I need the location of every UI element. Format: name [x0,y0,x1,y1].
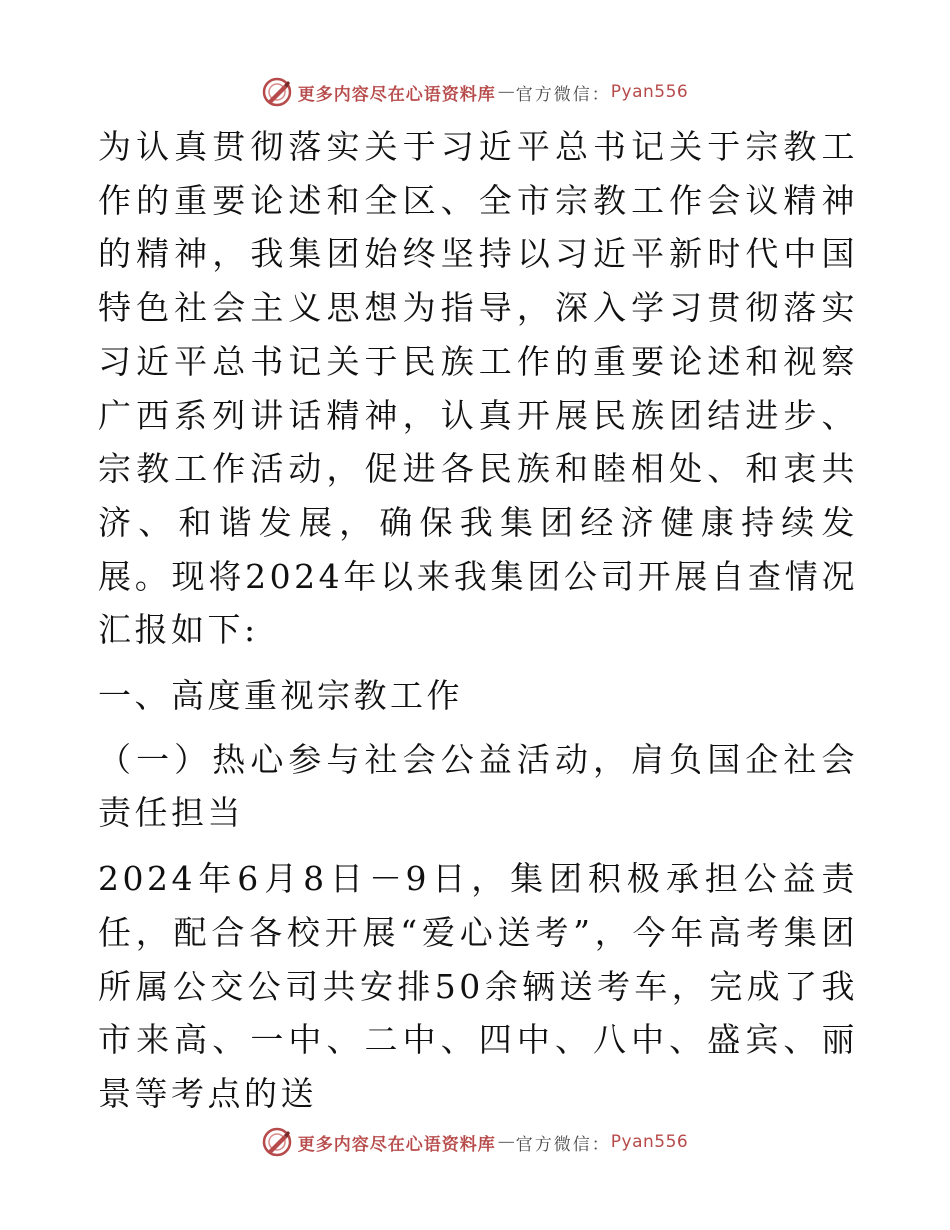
banner-wechat-id: Pyan556 [610,1132,689,1152]
footer-banner [0,1122,950,1162]
header-banner [0,72,950,112]
banner-wechat-id: Pyan556 [610,82,689,102]
pen-logo-icon [262,77,292,107]
banner-official-label: 官方微信： [515,84,611,105]
intro-paragraph: 为认真贯彻落实关于习近平总书记关于宗教工作的重要论述和全区、全市宗教工作会议精神的精神，我集团始终坚持以习近平新时代中国特色社会主义思想为指导，深入学习贯彻落实习近平总书记关于民族工作的重要论述和视察广西系列讲话精神，认真开展民族团结进步、宗教工作活动，促进各民族和睦相处、和衷共济、和谐发展，确保我集团经济健康持续发展。现将2024年以来我集团公司开展自查情况汇报如下: [98,127,858,650]
section-heading-1: 一、高度重视宗教工作 [98,676,463,716]
document-body [98,120,858,1121]
banner-official-label: 官方微信： [515,1134,611,1155]
banner-dash: — [497,1132,514,1152]
banner-title: 更多内容尽在心语资料库 [297,1134,496,1155]
banner-title: 更多内容尽在心语资料库 [297,84,496,105]
subsection-heading-1: （一）热心参与社会公益活动，肩负国企社会责任担当 [98,739,858,833]
body-paragraph-1: 2024年6月8日－9日，集团积极承担公益责任，配合各校开展“爱心送考”，今年高考集团所属公交公司共安排50余辆送考车，完成了我市来高、一中、二中、四中、八中、盛宾、丽景等考点的送 [98,859,858,1113]
banner-dash: — [497,82,514,102]
pen-logo-icon [262,1127,292,1157]
